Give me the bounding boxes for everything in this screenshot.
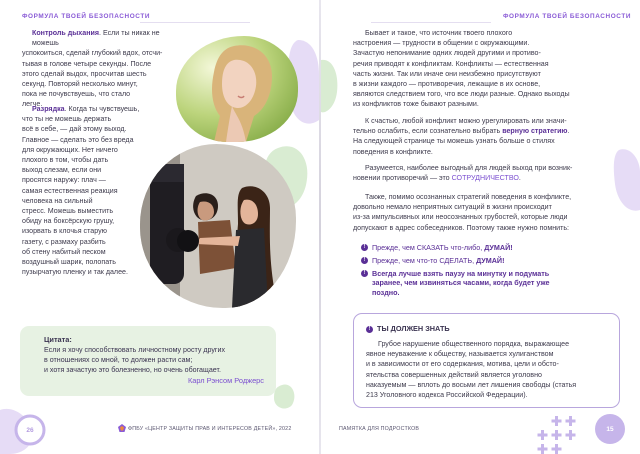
list-item: ! Прежде, чем что-то СДЕЛАТЬ, ДУМАЙ! (361, 256, 623, 266)
left-footer: ФПБУ «ЦЕНТР ЗАЩИТЫ ПРАВ И ИНТЕРЕСОВ ДЕТЕЙ», 2022 (128, 426, 292, 432)
strategy-paragraph: К счастью, любой конфликт можно урегулировать или значи- тельно ослабить, если сознательно выбрать верную стратегию. На следующей странице ты можешь узнать больше о стилях поведения в конфликте. (353, 117, 570, 156)
left-page (0, 0, 319, 454)
exclamation-icon: ! (366, 326, 373, 333)
exclamation-icon: ! (361, 244, 368, 251)
exclamation-icon: ! (361, 270, 368, 277)
right-page-number: 15 (606, 426, 614, 433)
right-strategy-highlight: верную стратегию (502, 127, 568, 136)
left-page-number: 26 (26, 427, 34, 434)
exclamation-icon: ! (361, 257, 368, 264)
breathing-woman-illustration (176, 36, 298, 142)
list-item: ! Прежде, чем СКАЗАТЬ что-либо, ДУМАЙ! (361, 243, 623, 253)
left-running-header: ФОРМУЛА ТВОЕЙ БЕЗОПАСНОСТИ (22, 13, 151, 20)
cooperation-paragraph: Разумеется, наиболее выгодный для людей выход при возник- новении противоречий — это СОТРУДНИЧЕСТВО. (353, 164, 573, 183)
you-must-know-title: ! ТЫ ДОЛЖЕН ЗНАТЬ (366, 324, 450, 333)
quote-box (20, 326, 276, 396)
org-logo-icon (118, 424, 126, 432)
right-page (321, 0, 640, 454)
cooperation-highlight: СОТРУДНИЧЕСТВО (451, 174, 519, 183)
release-heading: Разрядка (32, 105, 65, 113)
right-running-header: ФОРМУЛА ТВОЕЙ БЕЗОПАСНОСТИ (503, 13, 632, 20)
right-footer: ПАМЯТКА ДЛЯ ПОДРОСТКОВ (339, 426, 420, 432)
breathing-control-paragraph: Контроль дыхания. Если ты никак не можешь успокоиться, сделай глубокий вдох, отсчи- тывая в голове четыре секунды. После этого сделай выдох, просчитав шесть секунд. Повторяй несколько минут, пока не почувствуешь, что стало легче. (22, 29, 163, 109)
you-must-know-box (353, 313, 620, 408)
breathing-woman-photo (176, 36, 298, 142)
impulsive-rudeness-paragraph: Также, помимо осознанных стратегий поведения в конфликте, довольно немало неприятных ситуаций в жизни происходит из-за импульсивных или неосознанных грубостей, которые люди допускают в адрес собеседников. Поэтому также нужно помнить: (353, 193, 572, 232)
list-item: ! Всегда лучше взять паузу на минутку и подумать заранее, чем извиняться часами, когда будет уже поздно. (361, 269, 623, 298)
release-paragraph: Разрядка. Когда ты чувствуешь, что ты не можешь держать всё в себе, — дай этому выход. Главное — сделать это без вреда для окружающих. Нет ничего плохого в том, чтобы дать выход слезам, если они просятся наружу: плач — самая естественная реакция человека на сильный стресс. Можешь выместить обиду на боксёрскую грушу, изорвать в клочья старую газету, с размаху разбить об стену набитый песком воздушный шарик, полопать пузырчатую пленку и так далее. (22, 105, 140, 277)
breathing-control-heading: Контроль дыхания (32, 29, 99, 37)
quote-text: Если я хочу способствовать личностному росту других в отношениях со мной, то должен расти сам; и хотя зачастую это болезненно, но очень обогащает. (44, 346, 225, 374)
think-first-list (361, 243, 623, 301)
conflict-intro-paragraph: Бывает и такое, что источник твоего плохого настроения — трудности в общении с окружающими. Зачастую непонимание одних людей другими и противо- речия приводят к конфликтам. Конфликты — естественная часть жизни. Так или иначе они неизбежно присутствуют в жизни каждого — противоречия, лежащие в их основе, являются следствием того, что все люди разные. Однако выходы из конфликтов тоже бывают разными. (353, 29, 570, 109)
quote-title: Цитата: (44, 335, 72, 344)
quote-author: Карл Рэнсом Роджерс (187, 376, 264, 385)
plus-pattern-icon (535, 412, 595, 454)
hooliganism-law-text: Грубое нарушение общественного порядка, выражающее явное неуважение к обществу, называется хулиганством и в зависимости от его содержания, мотива, цели и обсто- ятельства совершенных действий является уголовно наказуемым — вплоть до восьми лет лишения свободы (статья 213 Уголовного кодекса Российской Федерации). (366, 340, 577, 400)
